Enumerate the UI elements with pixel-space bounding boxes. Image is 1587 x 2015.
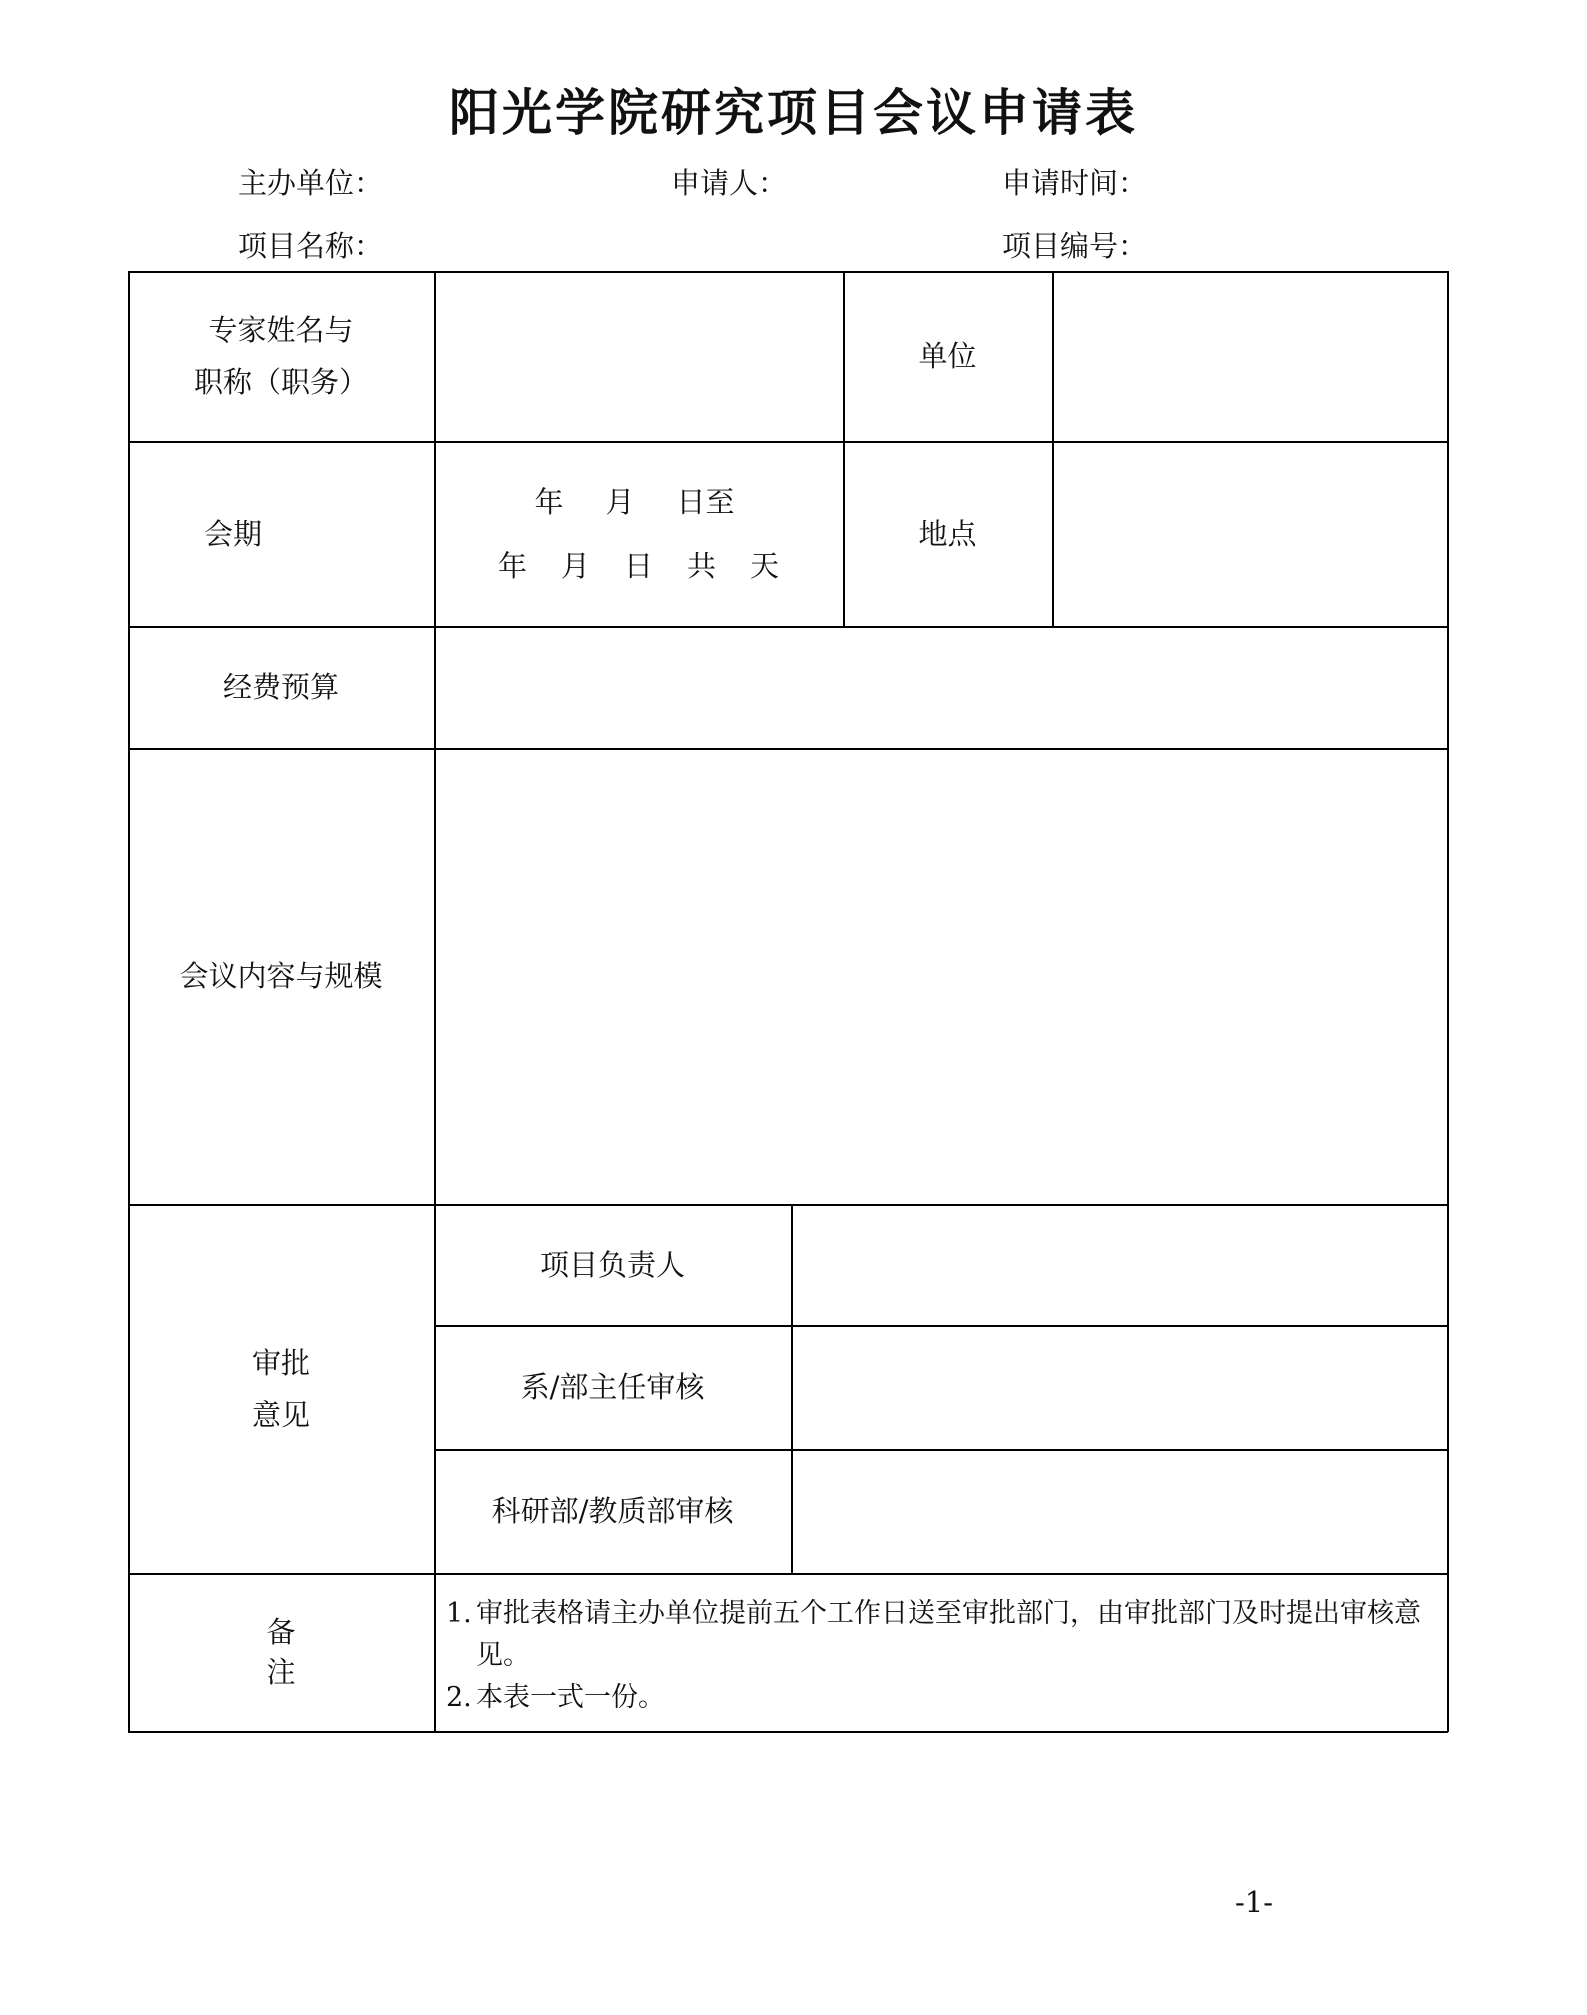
location-label (843, 441, 1052, 626)
remarks-notes (446, 1593, 1442, 1719)
expert-label-line1: 专家姓名与 (208, 313, 354, 347)
content-label (128, 748, 434, 1204)
note-item (446, 1593, 1442, 1677)
date-year-start: 年 (534, 484, 564, 519)
date-total: 共 (687, 548, 717, 583)
date-line-end (498, 534, 779, 598)
unit-field[interactable] (1052, 271, 1448, 441)
dept-review-label (434, 1325, 791, 1449)
expert-label-line2: 职称（职务） (193, 365, 368, 399)
date-month-start: 月 (605, 484, 635, 519)
period-field[interactable] (434, 441, 843, 626)
research-review-field[interactable] (791, 1449, 1448, 1573)
date-day-end: 日 (623, 548, 653, 583)
approval-label (128, 1204, 434, 1573)
budget-label (128, 626, 434, 748)
research-review-label (434, 1449, 791, 1573)
period-label (128, 441, 338, 626)
table-border-bottom (128, 1731, 1448, 1733)
period-label-text: 会期 (203, 516, 262, 551)
budget-label-text: 经费预算 (222, 670, 339, 704)
project-leader-label (434, 1204, 791, 1325)
content-label-text: 会议内容与规模 (179, 959, 383, 993)
expert-label (128, 271, 434, 441)
location-label-text: 地点 (918, 516, 977, 551)
unit-label (843, 271, 1052, 441)
date-month-end: 月 (560, 548, 590, 583)
apply-time-label: 申请时间： (1002, 166, 1148, 200)
date-line-start (534, 470, 734, 534)
project-name-label: 项目名称： (238, 229, 384, 263)
dept-review-field[interactable] (791, 1325, 1448, 1449)
approval-label-line2: 意见 (251, 1397, 310, 1432)
note-text: 审批表格请主办单位提前五个工作日送至审批部门，由审批部门及时提出审核意见。 (476, 1598, 1421, 1671)
form-title: 阳光学院研究项目会议申请表 (449, 83, 1138, 142)
applicant-label: 申请人： (671, 166, 788, 200)
remarks-label-line2: 注 (266, 1655, 296, 1689)
note-item (446, 1677, 1442, 1719)
project-leader-field[interactable] (791, 1204, 1448, 1325)
date-year-end: 年 (497, 548, 527, 583)
dept-review-label-text: 系/部主任审核 (520, 1370, 705, 1404)
remarks-label-line1: 备 (266, 1615, 296, 1649)
expert-name-field[interactable] (434, 271, 843, 441)
note-text: 本表一式一份。 (476, 1682, 665, 1713)
date-days: 天 (750, 548, 780, 583)
location-field[interactable] (1052, 441, 1448, 626)
project-leader-label-text: 项目负责人 (539, 1247, 685, 1282)
note-number: 1. (446, 1598, 472, 1629)
application-table (128, 271, 1448, 1732)
content-field[interactable] (434, 748, 1448, 1204)
research-review-label-text: 科研部/教质部审核 (491, 1494, 734, 1528)
date-day-start: 日至 (676, 484, 735, 519)
organizer-label: 主办单位： (238, 166, 384, 200)
budget-field[interactable] (434, 626, 1448, 748)
note-number: 2. (446, 1682, 472, 1713)
approval-label-line1: 审批 (251, 1345, 310, 1380)
project-no-label: 项目编号： (1002, 229, 1148, 263)
remarks-label (128, 1573, 434, 1731)
page-number: -1- (1235, 1885, 1274, 1919)
unit-label-text: 单位 (918, 339, 977, 373)
